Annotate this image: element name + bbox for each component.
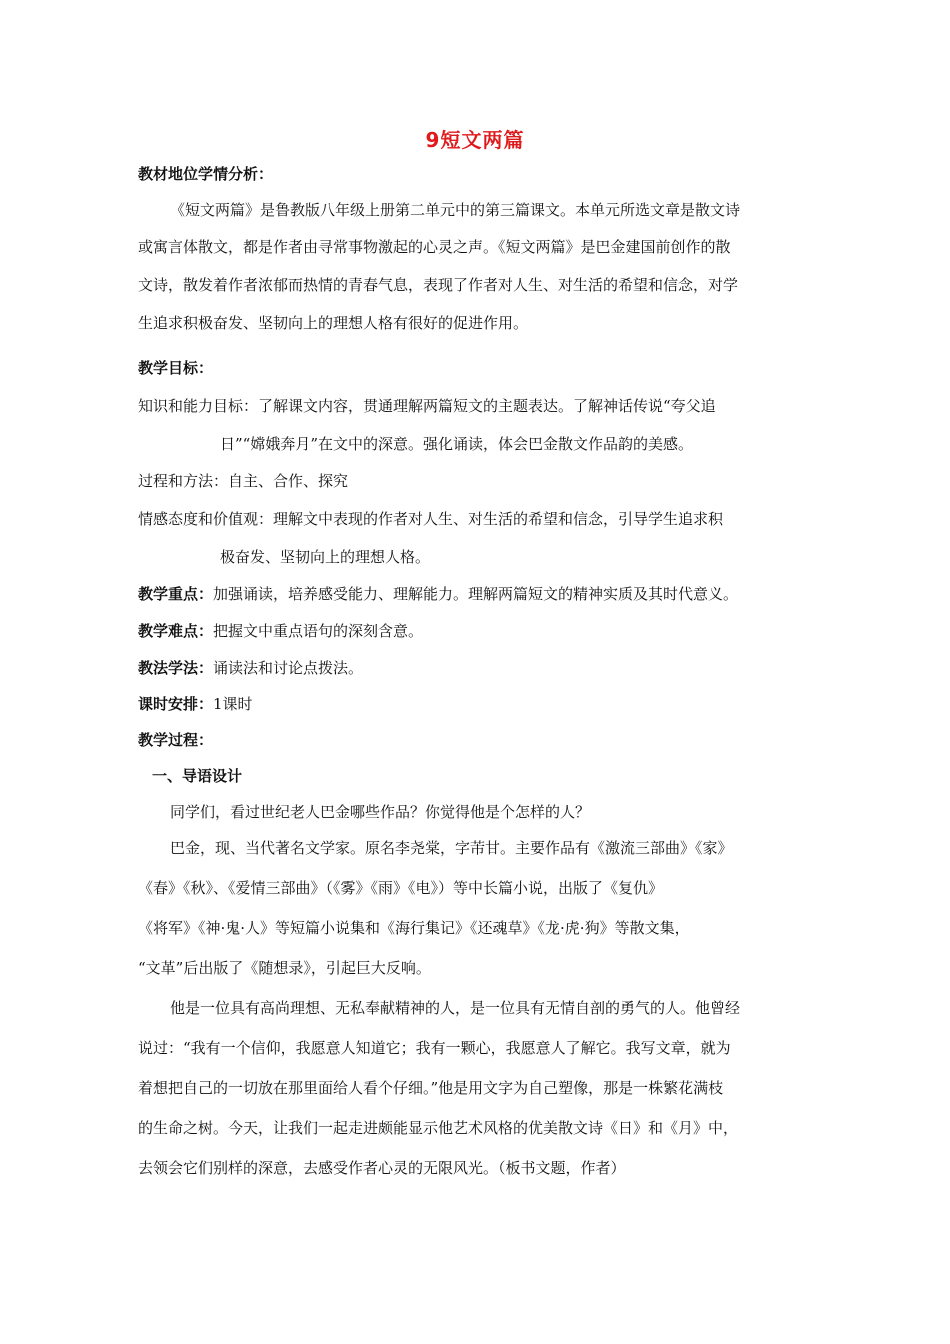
- schedule-line: [138, 694, 253, 714]
- paragraph-line: 的生命之树。今天，让我们一起走进颇能显示他艺术风格的优美散文诗《日》和《月》中，: [138, 1119, 739, 1137]
- paragraph-line: 知识和能力目标：了解课文内容，贯通理解两篇短文的主题表达。了解神话传说“夸父追: [138, 397, 716, 415]
- paragraph-line: 巴金，现、当代著名文学家。原名李尧棠，字芾甘。主要作品有《激流三部曲》《家》: [170, 839, 733, 857]
- paragraph-line: 去领会它们别样的深意，去感受作者心灵的无限风光。（板书文题，作者）: [138, 1159, 626, 1177]
- paragraph-line: 情感态度和价值观：理解文中表现的作者对人生、对生活的希望和信念，引导学生追求积: [138, 510, 724, 528]
- paragraph-line: “文革”后出版了《随想录》，引起巨大反响。: [138, 959, 431, 977]
- paragraph-line: 文诗，散发着作者浓郁而热情的青春气息，表现了作者对人生、对生活的希望和信念，对学: [138, 276, 739, 294]
- section-heading-process: 教学过程：: [138, 731, 214, 749]
- key-points-label: 教学重点：: [138, 585, 214, 603]
- paragraph-line: 或寓言体散文，都是作者由寻常事物激起的心灵之声。《短文两篇》是巴金建国前创作的散: [138, 238, 731, 256]
- paragraph-line: 日”“嫦娥奔月”在文中的深意。强化诵读，体会巴金散文作品韵的美感。: [220, 435, 694, 453]
- schedule-label: 课时安排：: [138, 695, 214, 713]
- paragraph-line: 生追求积极奋发、坚韧向上的理想人格有很好的促进作用。: [138, 314, 529, 332]
- paragraph-line: 他是一位具有高尚理想、无私奉献精神的人，是一位具有无情自剖的勇气的人。他曾经: [170, 999, 741, 1017]
- schedule-text: 1课时: [213, 695, 253, 713]
- methods-label: 教法学法：: [138, 659, 214, 677]
- methods-text: 诵读法和讨论点拨法。: [213, 659, 364, 677]
- difficulties-line: [138, 621, 423, 641]
- section-heading-goals: 教学目标：: [138, 359, 214, 377]
- paragraph-line: 同学们，看过世纪老人巴金哪些作品？你觉得他是个怎样的人？: [170, 803, 591, 821]
- section-heading-analysis: 教材地位学情分析：: [138, 165, 274, 183]
- paragraph-line: 着想把自己的一切放在那里面给人看个仔细。”他是用文字为自己塑像，那是一株繁花满枝: [138, 1079, 724, 1097]
- paragraph-line: 说过：“我有一个信仰，我愿意人知道它；我有一颗心，我愿意人了解它。我写文章，就为: [138, 1039, 731, 1057]
- paragraph-line: 过程和方法：自主、合作、探究: [138, 472, 349, 490]
- paragraph-line: 《将军》《神·鬼·人》等短篇小说集和《海行集记》《还魂草》《龙·虎·狗》等散文集，: [138, 919, 690, 937]
- methods-line: [138, 658, 363, 678]
- paragraph-line: 《短文两篇》是鲁教版八年级上册第二单元中的第三篇课文。本单元所选文章是散文诗: [170, 201, 741, 219]
- document-title: 9短文两篇: [425, 128, 525, 152]
- subsection-heading-intro: 一、导语设计: [152, 767, 243, 785]
- key-points-text: 加强诵读，培养感受能力、理解能力。理解两篇短文的精神实质及其时代意义。: [213, 585, 739, 603]
- difficulties-text: 把握文中重点语句的深刻含意。: [213, 622, 424, 640]
- difficulties-label: 教学难点：: [138, 622, 214, 640]
- paragraph-line: 极奋发、坚韧向上的理想人格。: [220, 548, 431, 566]
- paragraph-line: 《春》《秋》、《爱情三部曲》（《雾》《雨》《电》）等中长篇小说，出版了《复仇》: [138, 879, 664, 897]
- key-points-line: [138, 584, 738, 604]
